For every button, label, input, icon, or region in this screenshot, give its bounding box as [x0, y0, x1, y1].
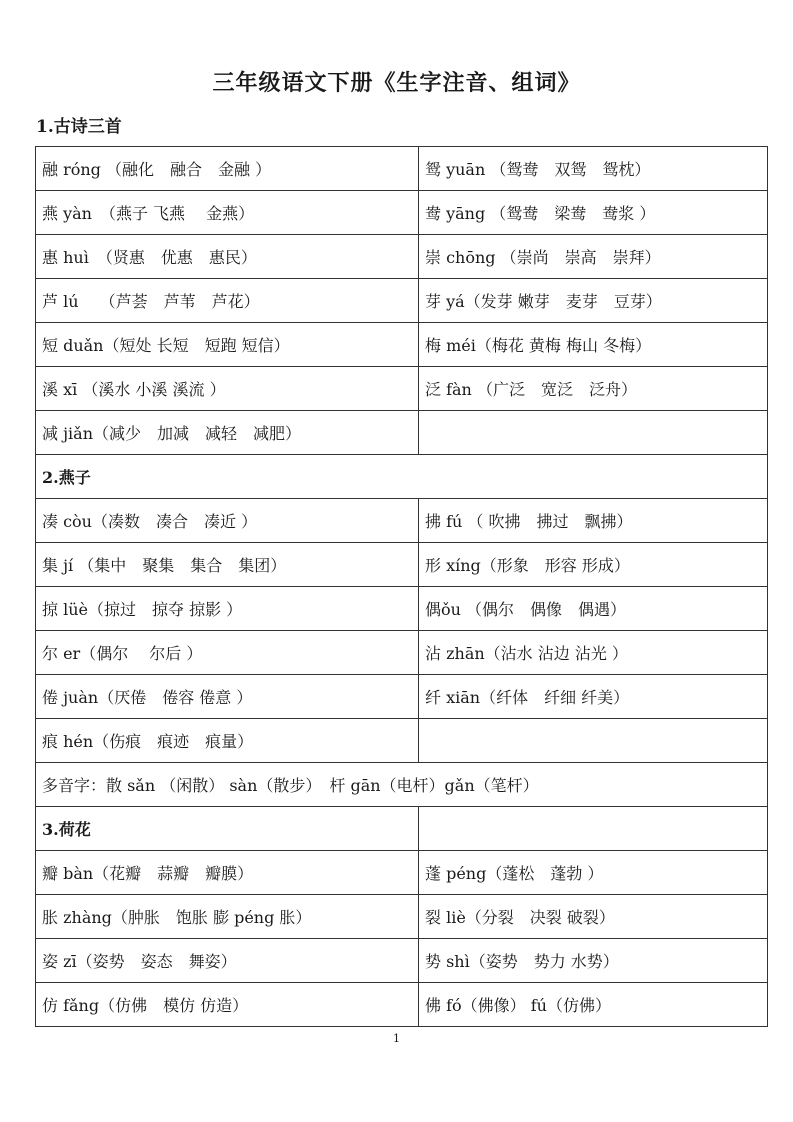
table-row — [36, 191, 768, 235]
vocab-cell: 鸳 yuān （鸳鸯 双鸳 鸳枕） — [419, 147, 768, 191]
section-row — [36, 807, 768, 851]
vocab-cell: 佛 fó（佛像） fú（仿佛） — [419, 983, 768, 1027]
section-heading-2: 2.燕子 — [36, 455, 768, 499]
polyphone-row — [36, 763, 768, 807]
section-heading-1: 1.古诗三首 — [36, 117, 122, 137]
table-row — [36, 939, 768, 983]
vocab-cell: 芽 yá（发芽 嫩芽 麦芽 豆芽） — [419, 279, 768, 323]
vocab-cell: 集 jí （集中 聚集 集合 集团） — [36, 543, 419, 587]
vocab-cell: 倦 juàn（厌倦 倦容 倦意 ） — [36, 675, 419, 719]
vocab-cell: 纤 xiān（纤体 纤细 纤美） — [419, 675, 768, 719]
vocab-cell: 燕 yàn （燕子 飞燕 金燕） — [36, 191, 419, 235]
empty-cell — [419, 807, 768, 851]
table-row — [36, 719, 768, 763]
vocab-cell: 蓬 péng（蓬松 蓬勃 ） — [419, 851, 768, 895]
vocab-table — [35, 146, 768, 1027]
vocab-cell: 惠 huì （贤惠 优惠 惠民） — [36, 235, 419, 279]
vocab-cell: 芦 lú （芦荟 芦苇 芦花） — [36, 279, 419, 323]
vocab-cell: 痕 hén（伤痕 痕迹 痕量） — [36, 719, 419, 763]
vocab-cell: 减 jiǎn（减少 加减 减轻 减肥） — [36, 411, 419, 455]
vocab-cell: 拂 fú （ 吹拂 拂过 飘拂） — [419, 499, 768, 543]
vocab-cell: 短 duǎn（短处 长短 短跑 短信） — [36, 323, 419, 367]
section-row — [36, 455, 768, 499]
table-row — [36, 367, 768, 411]
table-row — [36, 235, 768, 279]
vocab-cell: 仿 fǎng（仿佛 模仿 仿造） — [36, 983, 419, 1027]
vocab-cell: 偶ǒu （偶尔 偶像 偶遇） — [419, 587, 768, 631]
table-row — [36, 543, 768, 587]
table-row — [36, 983, 768, 1027]
section-heading-3: 3.荷花 — [36, 807, 419, 851]
table-row — [36, 323, 768, 367]
empty-cell — [419, 411, 768, 455]
table-row — [36, 631, 768, 675]
vocab-cell: 沾 zhān（沾水 沾边 沾光 ） — [419, 631, 768, 675]
vocab-cell: 势 shì（姿势 势力 水势） — [419, 939, 768, 983]
vocab-cell: 融 róng （融化 融合 金融 ） — [36, 147, 419, 191]
table-row — [36, 851, 768, 895]
vocab-cell: 尔 er（偶尔 尔后 ） — [36, 631, 419, 675]
table-row — [36, 499, 768, 543]
vocab-cell: 泛 fàn （广泛 宽泛 泛舟） — [419, 367, 768, 411]
table-row — [36, 411, 768, 455]
table-row — [36, 675, 768, 719]
polyphone-note: 多音字：散 sǎn （闲散） sàn（散步） 杆 gān（电杆）gǎn（笔杆） — [36, 763, 768, 807]
table-row — [36, 587, 768, 631]
vocab-cell: 凑 còu（凑数 凑合 凑近 ） — [36, 499, 419, 543]
vocab-cell: 鸯 yāng （鸳鸯 梁鸯 鸯浆 ） — [419, 191, 768, 235]
page-number: 1 — [393, 1032, 400, 1045]
vocab-cell: 溪 xī （溪水 小溪 溪流 ） — [36, 367, 419, 411]
vocab-cell: 胀 zhàng（肿胀 饱胀 膨 péng 胀） — [36, 895, 419, 939]
vocab-cell: 裂 liè（分裂 决裂 破裂） — [419, 895, 768, 939]
table-row — [36, 147, 768, 191]
page-title: 三年级语文下册《生字注音、组词》 — [212, 70, 581, 96]
table-row — [36, 895, 768, 939]
vocab-cell: 梅 méi（梅花 黄梅 梅山 冬梅） — [419, 323, 768, 367]
table-row — [36, 279, 768, 323]
vocab-cell: 崇 chōng （崇尚 崇高 崇拜） — [419, 235, 768, 279]
vocab-cell: 瓣 bàn（花瓣 蒜瓣 瓣膜） — [36, 851, 419, 895]
vocab-cell: 掠 lüè（掠过 掠夺 掠影 ） — [36, 587, 419, 631]
vocab-cell: 形 xíng（形象 形容 形成） — [419, 543, 768, 587]
vocab-cell: 姿 zī（姿势 姿态 舞姿） — [36, 939, 419, 983]
empty-cell — [419, 719, 768, 763]
